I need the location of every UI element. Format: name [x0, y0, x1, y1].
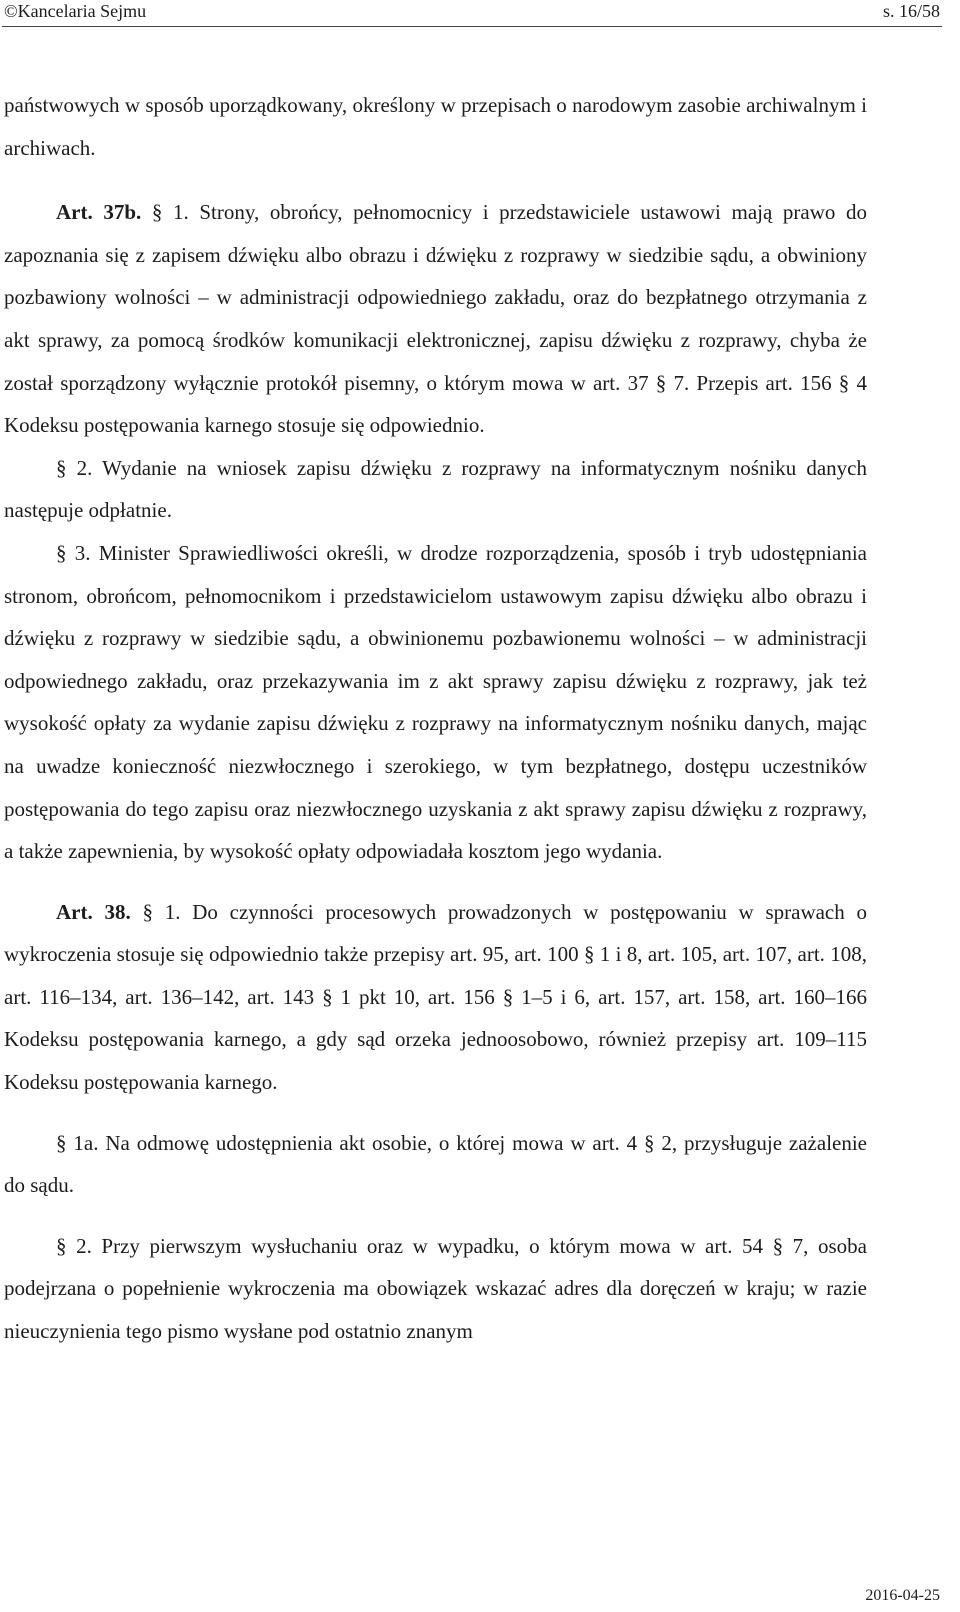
- paragraph-text: § 1. Strony, obrońcy, pełnomocnicy i przedstawiciele ustawowi mają prawo do zapoznania się z zapisem dźwięku albo obrazu i dźwięku z rozprawy w siedzibie sądu, a obwiniony pozbawiony wolności – w administracji odpowiedniego zakładu, oraz do bezpłatnego otrzymania z akt sprawy, za pomocą środków komunikacji elektronicznej, zapisu dźwięku z rozprawy, chyba że został sporządzony wyłącznie protokół pisemny, o którym mowa w art. 37 § 7. Przepis art. 156 § 4 Kodeksu postępowania karnego stosuje się odpowiednio.: [4, 200, 867, 438]
- article-label: Art. 37b.: [56, 200, 142, 225]
- paragraph-text: § 2. Wydanie na wniosek zapisu dźwięku z rozprawy na informatycznym nośniku danych następuje odpłatnie.: [4, 455, 867, 523]
- section-2b: [4, 1225, 867, 1353]
- paragraph-text: § 2. Przy pierwszym wysłuchaniu oraz w wypadku, o którym mowa w art. 54 § 7, osoba podejrzana o popełnienie wykroczenia ma obowiązek wskazać adres dla doręczeń w kraju; w razie nieuczynienia tego pismo wysłane pod ostatnio znanym: [4, 1233, 867, 1344]
- article-label: Art. 38.: [56, 899, 131, 924]
- section-3: [4, 532, 867, 873]
- article-37b: [4, 191, 867, 447]
- page-header: [0, 0, 960, 28]
- paragraph-text: § 1a. Na odmowę udostępnienia akt osobie, o której mowa w art. 4 § 2, przysługuje zażalenie do sądu.: [4, 1130, 867, 1198]
- publisher-label: ©Kancelaria Sejmu: [4, 1, 147, 21]
- paragraph-continuation: [4, 84, 867, 169]
- article-38: [4, 891, 867, 1104]
- document-body: [4, 84, 867, 1353]
- paragraph-text: § 3. Minister Sprawiedliwości określi, w drodze rozporządzenia, sposób i tryb udostępniania stronom, obrońcom, pełnomocnikom i przedstawicielom ustawowym zapisu dźwięku albo obrazu i dźwięku z rozprawy w siedzibie sądu, a obwinionemu pozbawionemu wolności – w administracji odpowiednego zakładu, oraz przekazywania im z akt sprawy zapisu dźwięku z rozprawy, jak też wysokość opłaty za wydanie zapisu dźwięku z rozprawy na informatycznym nośniku danych, mając na uwadze konieczność niezwłocznego i szerokiego, w tym bezpłatnego, dostępu uczestników postępowania do tego zapisu oraz niezwłocznego uzyskania z akt sprawy zapisu dźwięku z rozprawy, a także zapewnienia, by wysokość opłaty odpowiadała kosztom jego wydania.: [4, 540, 867, 864]
- paragraph-text: państwowych w sposób uporządkowany, określony w przepisach o narodowym zasobie archiwalnym i archiwach.: [4, 93, 867, 160]
- section-2: [4, 447, 867, 532]
- header-divider: [2, 26, 942, 27]
- section-1a: [4, 1122, 867, 1207]
- paragraph-text: § 1. Do czynności procesowych prowadzonych w postępowaniu w sprawach o wykroczenia stosuje się odpowiednio także przepisy art. 95, art. 100 § 1 i 8, art. 105, art. 107, art. 108, art. 116–134, art. 136–142, art. 143 § 1 pkt 10, art. 156 § 1–5 i 6, art. 157, art. 158, art. 160–166 Kodeksu postępowania karnego, a gdy sąd orzeka jednoosobowo, również przepisy art. 109–115 Kodeksu postępowania karnego.: [4, 899, 867, 1095]
- footer-date: 2016-04-25: [865, 1587, 940, 1604]
- page-number: s. 16/58: [882, 1, 940, 21]
